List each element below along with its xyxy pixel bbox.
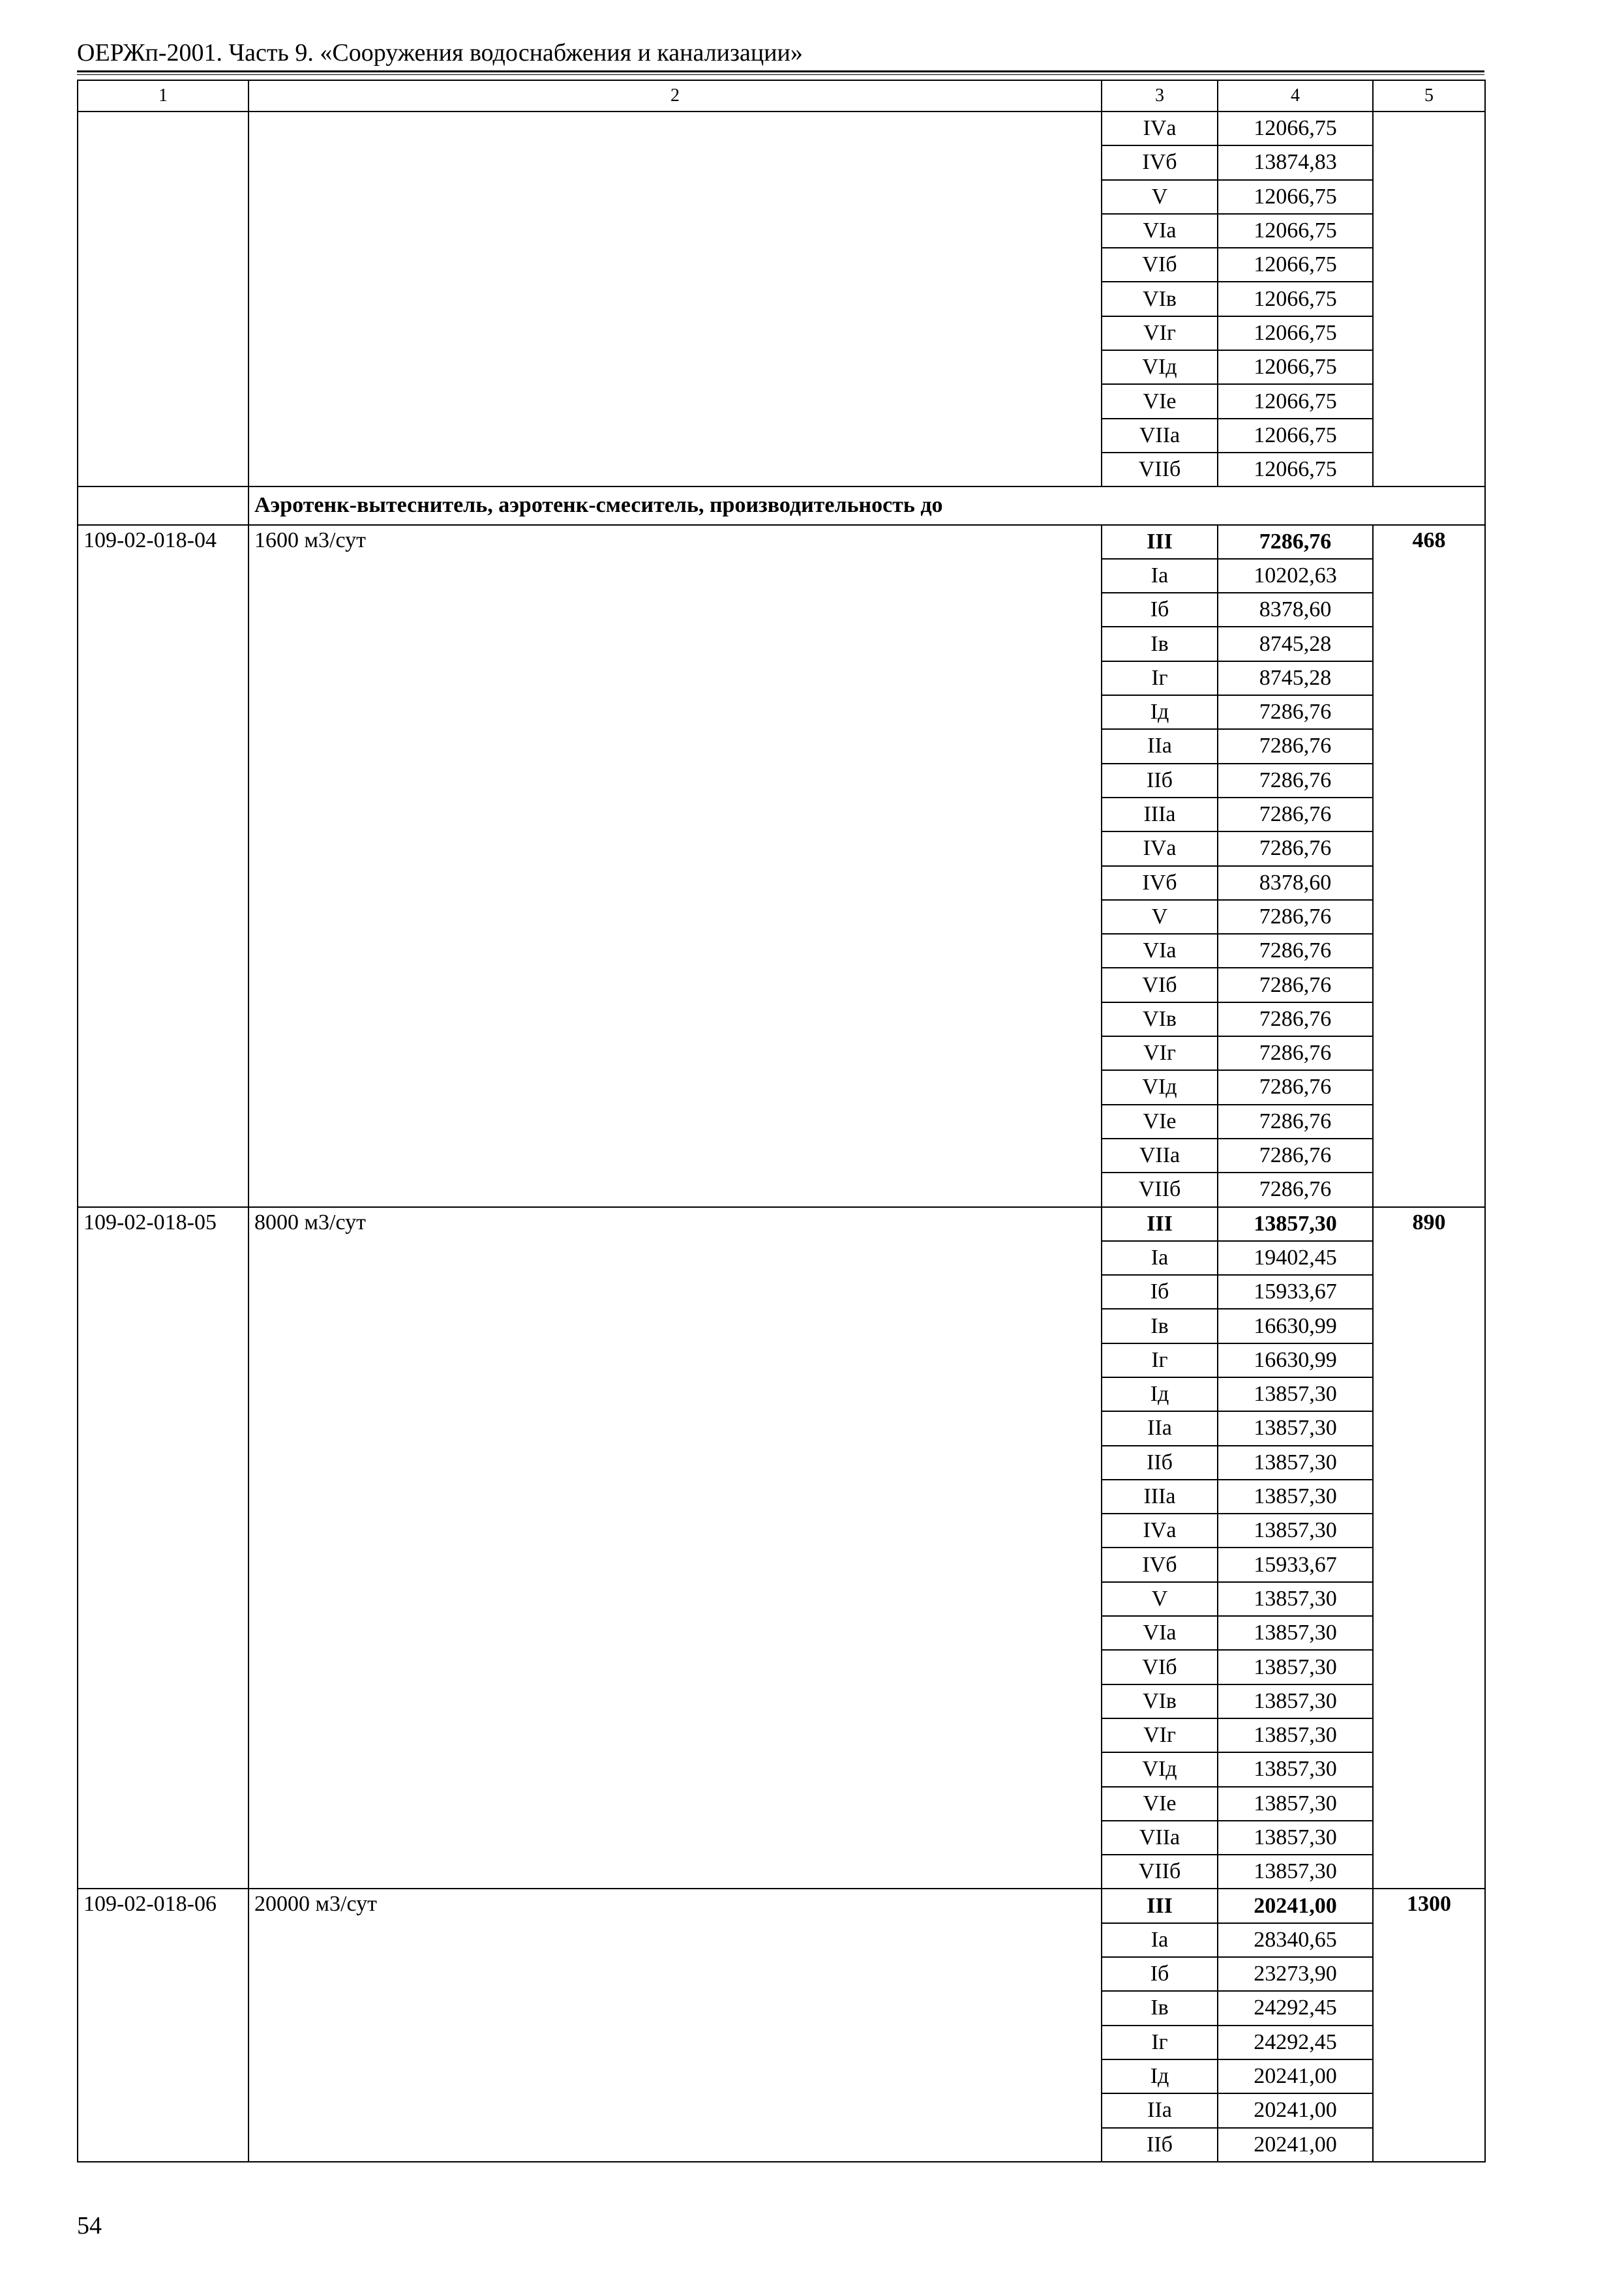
price-cell: 16630,99 [1218, 1309, 1373, 1343]
price-cell: 13857,30 [1218, 1650, 1373, 1684]
zone-cell: IVа [1102, 112, 1218, 145]
zone-cell: VIIа [1102, 419, 1218, 453]
price-cell: 7286,76 [1218, 1105, 1373, 1139]
section-title: Аэротенк-вытеснитель, аэротенк-смеситель, производительность до [248, 486, 1485, 524]
code-cell: 109-02-018-04 [78, 525, 248, 1207]
zone-cell: VIг [1102, 1036, 1218, 1070]
zone-cell: Iб [1102, 593, 1218, 627]
zone-cell: IIб [1102, 2128, 1218, 2162]
column-number-row [78, 80, 1485, 112]
column-number: 1 [78, 80, 248, 112]
zone-cell: VIIа [1102, 1139, 1218, 1173]
price-cell: 7286,76 [1218, 900, 1373, 934]
price-cell: 12066,75 [1218, 384, 1373, 418]
zone-cell: VIIб [1102, 453, 1218, 486]
zone-cell: VIа [1102, 934, 1218, 968]
zone-cell: VIд [1102, 1070, 1218, 1104]
zone-cell: VIIб [1102, 1173, 1218, 1206]
value-cell: 468 [1373, 525, 1485, 1207]
price-cell: 13857,30 [1218, 1821, 1373, 1855]
price-cell: 24292,45 [1218, 2026, 1373, 2059]
price-cell: 12066,75 [1218, 316, 1373, 350]
price-cell: 8745,28 [1218, 661, 1373, 695]
zone-cell: IIа [1102, 1411, 1218, 1445]
table-row [78, 1207, 1485, 1241]
price-cell: 13857,30 [1218, 1411, 1373, 1445]
section-row [78, 486, 1485, 524]
price-cell: 20241,00 [1218, 1889, 1373, 1922]
price-cell: 7286,76 [1218, 729, 1373, 763]
price-cell: 12066,75 [1218, 112, 1373, 145]
table-row [78, 1889, 1485, 1922]
price-cell: 13857,30 [1218, 1377, 1373, 1411]
zone-cell: Iд [1102, 2059, 1218, 2093]
zone-cell: V [1102, 900, 1218, 934]
price-cell: 7286,76 [1218, 1070, 1373, 1104]
zone-cell: VIа [1102, 214, 1218, 248]
table-row [78, 112, 1485, 145]
zone-cell: VIд [1102, 350, 1218, 384]
zone-cell: VIа [1102, 1616, 1218, 1650]
zone-cell: Iв [1102, 627, 1218, 661]
zone-cell: IIа [1102, 2093, 1218, 2127]
code-cell [78, 486, 248, 524]
price-cell: 13874,83 [1218, 145, 1373, 179]
zone-cell: VIе [1102, 1787, 1218, 1821]
header-rule-thin [77, 74, 1484, 75]
zone-cell: VIд [1102, 1752, 1218, 1786]
zone-cell: Iг [1102, 2026, 1218, 2059]
table-row [78, 525, 1485, 559]
price-cell: 7286,76 [1218, 525, 1373, 559]
zone-cell: IVб [1102, 1548, 1218, 1581]
price-cell: 12066,75 [1218, 453, 1373, 486]
price-cell: 13857,30 [1218, 1616, 1373, 1650]
rates-table [77, 80, 1486, 2162]
price-cell: 12066,75 [1218, 214, 1373, 248]
zone-cell: VIг [1102, 1718, 1218, 1752]
column-number: 5 [1373, 80, 1485, 112]
zone-cell: Iб [1102, 1957, 1218, 1991]
code-cell: 109-02-018-06 [78, 1889, 248, 2161]
price-cell: 7286,76 [1218, 1002, 1373, 1036]
price-cell: 13857,30 [1218, 1752, 1373, 1786]
zone-cell: Iа [1102, 1241, 1218, 1275]
zone-cell: VIе [1102, 384, 1218, 418]
zone-cell: Iа [1102, 559, 1218, 593]
zone-cell: VIб [1102, 1650, 1218, 1684]
zone-cell: IIIа [1102, 798, 1218, 831]
price-cell: 13857,30 [1218, 1446, 1373, 1480]
price-cell: 20241,00 [1218, 2093, 1373, 2127]
zone-cell: VIв [1102, 1684, 1218, 1718]
price-cell: 13857,30 [1218, 1582, 1373, 1616]
price-cell: 12066,75 [1218, 282, 1373, 316]
price-cell: 10202,63 [1218, 559, 1373, 593]
zone-cell: Iб [1102, 1275, 1218, 1309]
page-number: 54 [77, 2212, 102, 2239]
price-cell: 13857,30 [1218, 1718, 1373, 1752]
price-cell: 8378,60 [1218, 866, 1373, 900]
price-cell: 24292,45 [1218, 1991, 1373, 2025]
value-cell: 890 [1373, 1207, 1485, 1889]
price-cell: 7286,76 [1218, 1036, 1373, 1070]
price-cell: 13857,30 [1218, 1855, 1373, 1889]
zone-cell: V [1102, 1582, 1218, 1616]
value-cell: 1300 [1373, 1889, 1485, 2161]
price-cell: 12066,75 [1218, 248, 1373, 282]
zone-cell: VIб [1102, 968, 1218, 1002]
code-cell [78, 112, 248, 486]
price-cell: 13857,30 [1218, 1684, 1373, 1718]
price-cell: 7286,76 [1218, 798, 1373, 831]
price-cell: 7286,76 [1218, 831, 1373, 865]
zone-cell: IVа [1102, 1514, 1218, 1548]
price-cell: 12066,75 [1218, 419, 1373, 453]
zone-cell: VIв [1102, 282, 1218, 316]
value-cell [1373, 112, 1485, 486]
price-cell: 16630,99 [1218, 1343, 1373, 1377]
zone-cell: V [1102, 180, 1218, 214]
zone-cell: IVб [1102, 145, 1218, 179]
price-cell: 23273,90 [1218, 1957, 1373, 1991]
zone-cell: Iд [1102, 695, 1218, 729]
price-cell: 15933,67 [1218, 1275, 1373, 1309]
zone-cell: III [1102, 525, 1218, 559]
price-cell: 12066,75 [1218, 350, 1373, 384]
price-cell: 12066,75 [1218, 180, 1373, 214]
zone-cell: III [1102, 1889, 1218, 1922]
price-cell: 7286,76 [1218, 968, 1373, 1002]
zone-cell: III [1102, 1207, 1218, 1241]
zone-cell: IVб [1102, 866, 1218, 900]
price-cell: 28340,65 [1218, 1923, 1373, 1957]
price-cell: 8378,60 [1218, 593, 1373, 627]
column-number: 2 [248, 80, 1102, 112]
zone-cell: VIб [1102, 248, 1218, 282]
zone-cell: VIIб [1102, 1855, 1218, 1889]
header-rule [77, 70, 1484, 72]
zone-cell: Iг [1102, 1343, 1218, 1377]
zone-cell: Iа [1102, 1923, 1218, 1957]
price-cell: 15933,67 [1218, 1548, 1373, 1581]
description-cell [248, 112, 1102, 486]
zone-cell: Iв [1102, 1991, 1218, 2025]
zone-cell: Iг [1102, 661, 1218, 695]
zone-cell: Iв [1102, 1309, 1218, 1343]
price-cell: 19402,45 [1218, 1241, 1373, 1275]
code-cell: 109-02-018-05 [78, 1207, 248, 1889]
price-cell: 7286,76 [1218, 1139, 1373, 1173]
zone-cell: VIе [1102, 1105, 1218, 1139]
price-cell: 20241,00 [1218, 2128, 1373, 2162]
price-cell: 7286,76 [1218, 934, 1373, 968]
price-cell: 13857,30 [1218, 1514, 1373, 1548]
price-cell: 13857,30 [1218, 1787, 1373, 1821]
column-number: 3 [1102, 80, 1218, 112]
price-cell: 8745,28 [1218, 627, 1373, 661]
zone-cell: IVа [1102, 831, 1218, 865]
zone-cell: IIIа [1102, 1480, 1218, 1514]
zone-cell: VIIа [1102, 1821, 1218, 1855]
zone-cell: IIб [1102, 764, 1218, 798]
zone-cell: VIг [1102, 316, 1218, 350]
price-cell: 7286,76 [1218, 695, 1373, 729]
price-cell: 7286,76 [1218, 1173, 1373, 1206]
description-cell: 20000 м3/сут [248, 1889, 1102, 2161]
column-number: 4 [1218, 80, 1373, 112]
page-header-title: ОЕРЖп-2001. Часть 9. «Сооружения водоснабжения и канализации» [77, 39, 803, 67]
zone-cell: Iд [1102, 1377, 1218, 1411]
description-cell: 1600 м3/сут [248, 525, 1102, 1207]
price-cell: 13857,30 [1218, 1207, 1373, 1241]
zone-cell: VIв [1102, 1002, 1218, 1036]
price-cell: 13857,30 [1218, 1480, 1373, 1514]
zone-cell: IIб [1102, 1446, 1218, 1480]
description-cell: 8000 м3/сут [248, 1207, 1102, 1889]
price-cell: 7286,76 [1218, 764, 1373, 798]
price-cell: 20241,00 [1218, 2059, 1373, 2093]
zone-cell: IIа [1102, 729, 1218, 763]
